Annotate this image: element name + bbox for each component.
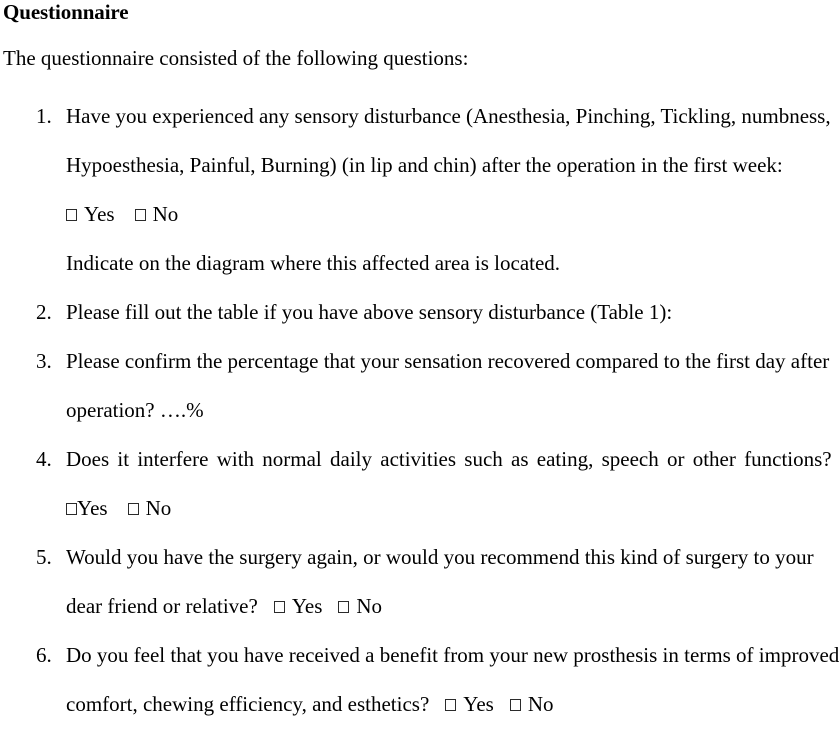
- question-4-option-yes[interactable]: [66, 484, 108, 533]
- checkbox-icon[interactable]: [445, 699, 456, 711]
- question-5-option-no[interactable]: [338, 582, 382, 631]
- question-number-2: 2.: [36, 300, 52, 324]
- option-label-yes: Yes: [84, 202, 115, 226]
- question-3-line-1: Please confirm the percentage that your sensation recovered compared to the first day after: [66, 349, 830, 373]
- question-2-line-1: Please fill out the table if you have above sensory disturbance (Table 1):: [66, 300, 673, 324]
- question-6-option-yes[interactable]: [445, 680, 494, 729]
- question-number-3: 3.: [36, 349, 52, 373]
- question-4-option-no[interactable]: [128, 484, 172, 533]
- checkbox-icon[interactable]: [135, 209, 146, 221]
- question-number-6: 6.: [36, 643, 52, 667]
- option-label-no: No: [356, 594, 383, 618]
- question-5-option-yes[interactable]: [274, 582, 323, 631]
- question-body-2: [66, 288, 838, 337]
- question-5-options: [258, 582, 382, 631]
- question-6-line-2-text: comfort, chewing efficiency, and esthetics?: [66, 692, 430, 716]
- page-title: Questionnaire: [3, 0, 129, 24]
- question-1-line-2: Hypoesthesia, Painful, Burning) (in lip and chin) after the operation in the first week:: [66, 153, 783, 177]
- question-body-1: [66, 92, 838, 288]
- checkbox-icon[interactable]: [510, 699, 521, 711]
- option-label-yes: Yes: [463, 692, 494, 716]
- question-1-line-4: Indicate on the diagram where this affected area is located.: [66, 251, 561, 275]
- checkbox-icon[interactable]: [338, 601, 349, 613]
- question-1-options: [66, 190, 838, 239]
- option-label-no: No: [152, 202, 179, 226]
- question-body-6: [66, 631, 838, 729]
- question-item-2: [0, 288, 840, 337]
- question-item-5: [0, 533, 840, 631]
- question-1-option-no[interactable]: [135, 190, 179, 239]
- question-number-1: 1.: [36, 104, 52, 128]
- checkbox-icon[interactable]: [66, 209, 77, 221]
- question-3-line-2: operation? ….%: [66, 398, 204, 422]
- option-label-yes: Yes: [291, 594, 323, 618]
- checkbox-icon[interactable]: [128, 503, 139, 515]
- question-body-3: [66, 337, 838, 435]
- question-item-3: [0, 337, 840, 435]
- option-label-no: No: [145, 496, 172, 520]
- question-6-option-no[interactable]: [510, 680, 554, 729]
- question-1-line-1: Have you experienced any sensory disturbance (Anesthesia, Pinching, Tickling, numbness,: [66, 104, 831, 128]
- question-4-line-1: Does it interfere with normal daily activities such as eating, speech or other functions?: [66, 447, 832, 471]
- question-number-5: 5.: [36, 545, 52, 569]
- question-5-line-2-text: dear friend or relative?: [66, 594, 258, 618]
- question-5-line-2: [66, 582, 838, 631]
- option-label-no: No: [527, 692, 554, 716]
- question-4-options: [66, 484, 838, 533]
- question-number-4: 4.: [36, 447, 52, 471]
- question-body-5: [66, 533, 838, 631]
- question-1-option-yes[interactable]: [66, 190, 115, 239]
- option-label-yes: Yes: [77, 496, 108, 520]
- question-6-options: [429, 680, 553, 729]
- question-6-line-2: [66, 680, 838, 729]
- question-5-line-1: Would you have the surgery again, or would you recommend this kind of surgery to your: [66, 545, 814, 569]
- question-6-line-1: Do you feel that you have received a benefit from your new prosthesis in terms of improved: [66, 643, 840, 667]
- checkbox-icon[interactable]: [274, 601, 285, 613]
- question-item-4: [0, 435, 840, 533]
- question-item-6: [0, 631, 840, 729]
- question-body-4: [66, 435, 838, 533]
- intro-paragraph: The questionnaire consisted of the following questions:: [3, 46, 469, 70]
- question-item-1: [0, 92, 840, 288]
- checkbox-icon[interactable]: [66, 503, 77, 515]
- questionnaire-list: [0, 92, 840, 729]
